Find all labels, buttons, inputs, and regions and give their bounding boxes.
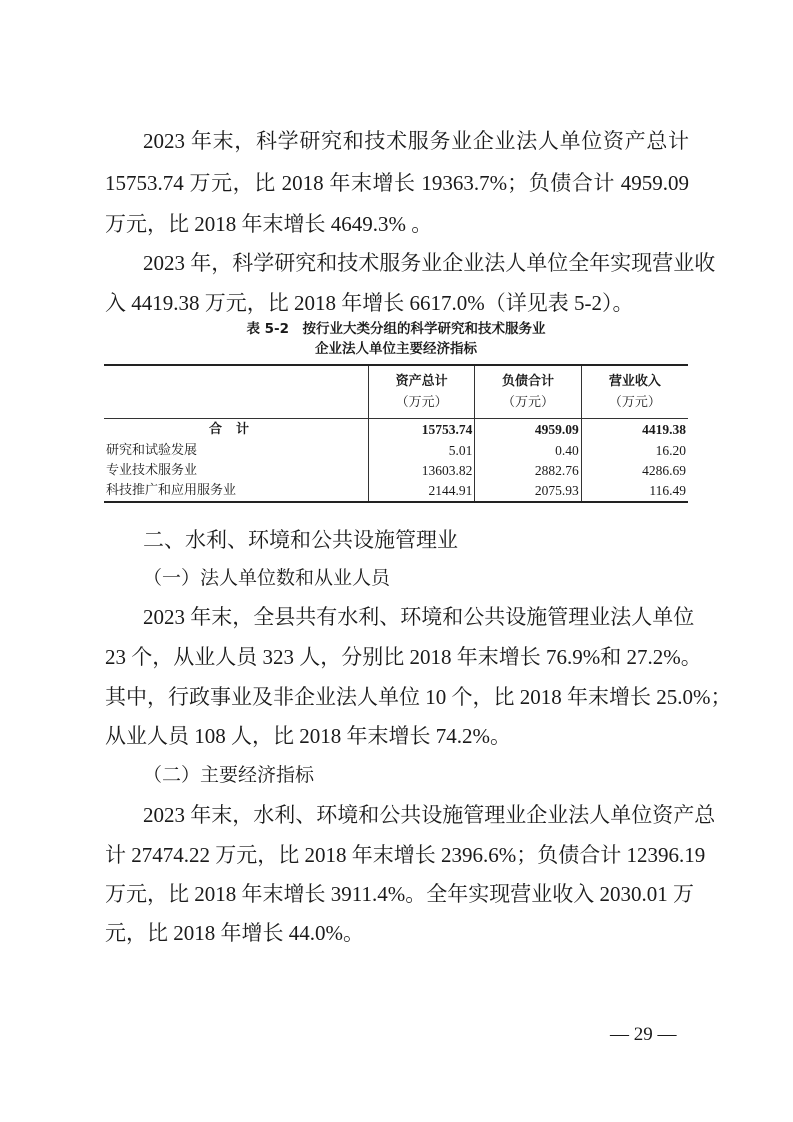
subsection-heading: （一）法人单位数和从业人员 — [143, 567, 391, 589]
table-header-blank — [104, 365, 369, 418]
header-unit: （万元） — [502, 394, 555, 410]
header-unit: （万元） — [395, 394, 448, 410]
paragraph-line: 万元，比 2018 年末增长 3911.4%。全年实现营业收入 2030.01 万 — [105, 882, 694, 906]
header-label: 负债合计 — [502, 373, 555, 389]
paragraph-line: 其中，行政事业及非企业法人单位 10 个，比 2018 年末增长 25.0%； — [105, 685, 732, 709]
section-heading: 二、水利、环境和公共设施管理业 — [143, 528, 458, 552]
paragraph-line: 2023 年末，科学研究和技术服务业企业法人单位资产总计 — [143, 129, 689, 153]
cell-assets: 15753.74 — [369, 418, 475, 441]
table-row — [104, 441, 688, 461]
paragraph-line: 2023 年末，全县共有水利、环境和公共设施管理业法人单位 — [143, 605, 695, 629]
cell-liabilities: 0.40 — [475, 441, 581, 461]
row-label: 专业技术服务业 — [106, 462, 198, 478]
table-total-row — [104, 418, 688, 441]
cell-liabilities: 2075.93 — [475, 481, 581, 502]
row-label: 研究和试验发展 — [106, 442, 198, 458]
table-header-revenue — [581, 365, 688, 418]
paragraph-line: 23 个，从业人员 323 人，分别比 2018 年末增长 76.9%和 27.2%。 — [105, 645, 702, 669]
table-header-row — [104, 365, 688, 418]
header-label: 资产总计 — [395, 373, 448, 389]
page-number: — 29 — — [610, 1024, 677, 1045]
table-row — [104, 461, 688, 481]
paragraph-line: 入 4419.38 万元，比 2018 年增长 6617.0%（详见表 5-2）。 — [105, 291, 634, 315]
cell-revenue: 116.49 — [581, 481, 688, 502]
table-header-liabilities — [475, 365, 581, 418]
table-row — [104, 481, 688, 502]
paragraph-line: 2023 年，科学研究和技术服务业企业法人单位全年实现营业收 — [143, 251, 716, 275]
header-unit: （万元） — [608, 394, 661, 410]
cell-liabilities: 2882.76 — [475, 461, 581, 481]
cell-revenue: 4286.69 — [581, 461, 688, 481]
row-label: 科技推广和应用服务业 — [104, 481, 369, 502]
cell-liabilities: 4959.09 — [475, 418, 581, 441]
table-header-assets — [369, 365, 475, 418]
cell-revenue: 4419.38 — [581, 418, 688, 441]
paragraph-line: 万元，比 2018 年末增长 4649.3% 。 — [105, 212, 433, 236]
paragraph-line: 元，比 2018 年增长 44.0%。 — [105, 921, 364, 945]
paragraph-line: 从业人员 108 人，比 2018 年末增长 74.2%。 — [105, 724, 511, 748]
paragraph-line: 15753.74 万元，比 2018 年末增长 19363.7%；负债合计 4959.09 — [105, 171, 689, 195]
cell-assets: 2144.91 — [369, 481, 475, 502]
cell-revenue: 16.20 — [581, 441, 688, 461]
header-label: 营业收入 — [608, 373, 661, 389]
paragraph-line: 2023 年末，水利、环境和公共设施管理业企业法人单位资产总 — [143, 803, 716, 827]
row-label: 合计 — [208, 421, 263, 437]
cell-assets: 5.01 — [369, 441, 475, 461]
table-caption: 表 5-2 按行业大类分组的科学研究和技术服务业 — [246, 321, 546, 337]
subsection-heading: （二）主要经济指标 — [143, 764, 315, 786]
economic-indicators-table — [104, 364, 688, 503]
cell-assets: 13603.82 — [369, 461, 475, 481]
table-caption-subtitle: 企业法人单位主要经济指标 — [315, 341, 477, 357]
paragraph-line: 计 27474.22 万元，比 2018 年末增长 2396.6%；负债合计 12396.19 — [105, 843, 706, 867]
